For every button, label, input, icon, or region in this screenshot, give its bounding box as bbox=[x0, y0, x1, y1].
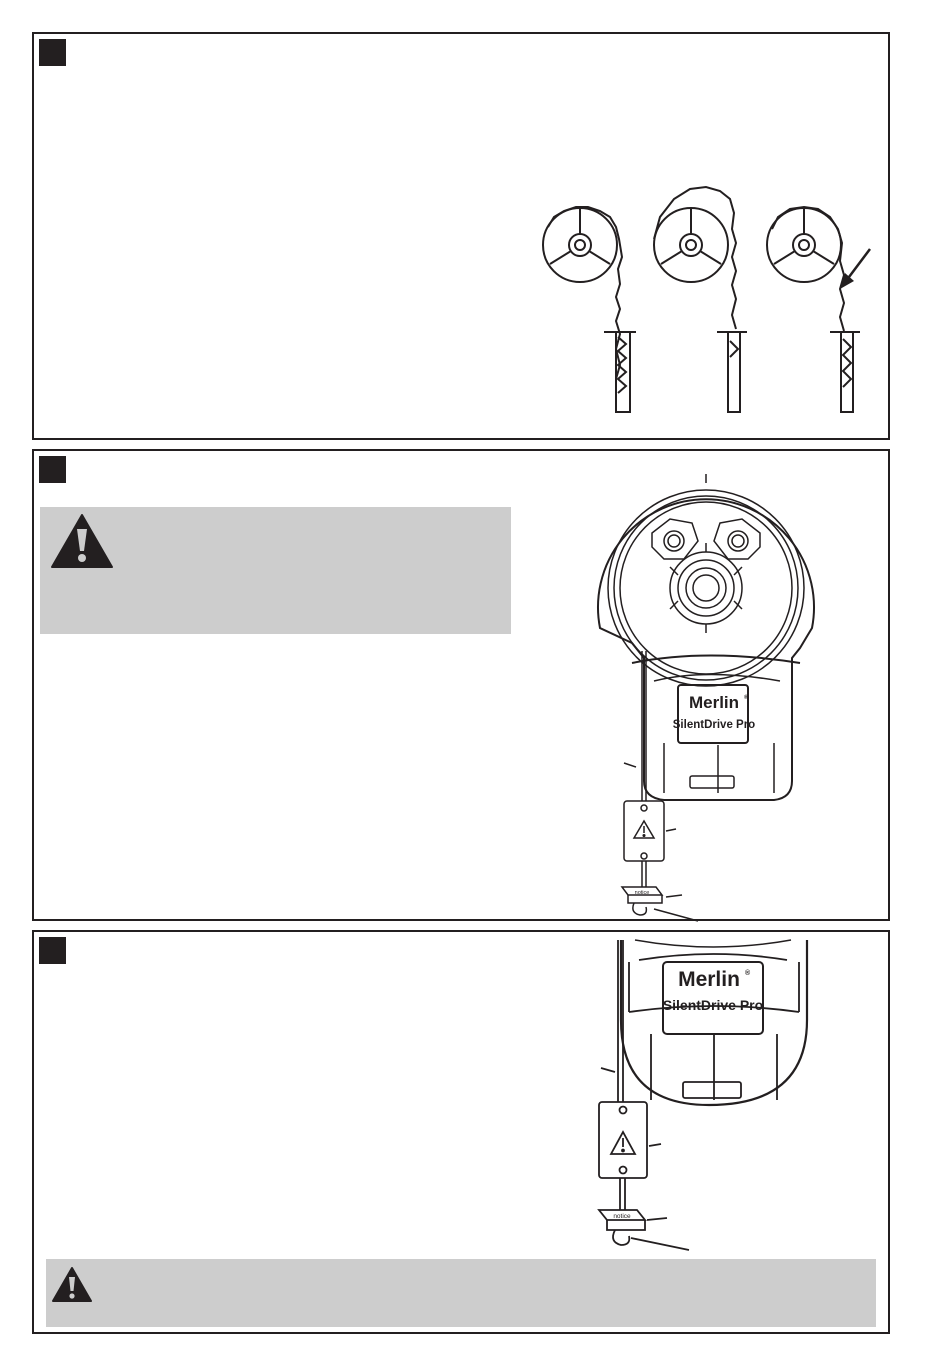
opener-brand-mark: ® bbox=[745, 970, 751, 977]
step-panel-1 bbox=[32, 32, 890, 440]
step-number-box bbox=[39, 39, 66, 66]
opener-model: SilentDrive Pro bbox=[662, 997, 764, 1013]
step-number-box bbox=[39, 937, 66, 964]
opener-brand: Merlin bbox=[688, 693, 740, 712]
sprocket-arrow bbox=[767, 207, 870, 412]
release-handle-label: notice bbox=[634, 890, 650, 896]
step-panel-3 bbox=[32, 930, 890, 1334]
warning-panel bbox=[40, 507, 511, 634]
opener-model: SilentDrive Pro bbox=[672, 719, 756, 731]
chain-sprocket-illustration bbox=[534, 169, 874, 389]
release-handle-illustration bbox=[559, 940, 869, 1265]
opener-brand-mark: ® bbox=[744, 695, 749, 701]
garage-door-opener-illustration bbox=[574, 463, 884, 918]
warning-triangle-icon bbox=[52, 1267, 92, 1303]
release-handle-label: notice bbox=[613, 1213, 631, 1220]
sprocket-correct bbox=[543, 207, 636, 412]
mount-boss-left bbox=[652, 519, 698, 559]
sprocket-loose bbox=[654, 187, 747, 412]
mount-boss-right bbox=[714, 519, 760, 559]
step-panel-2 bbox=[32, 449, 890, 921]
warning-panel bbox=[46, 1259, 876, 1327]
warning-triangle-icon bbox=[50, 513, 114, 569]
opener-brand: Merlin bbox=[678, 968, 740, 991]
step-number-box bbox=[39, 456, 66, 483]
